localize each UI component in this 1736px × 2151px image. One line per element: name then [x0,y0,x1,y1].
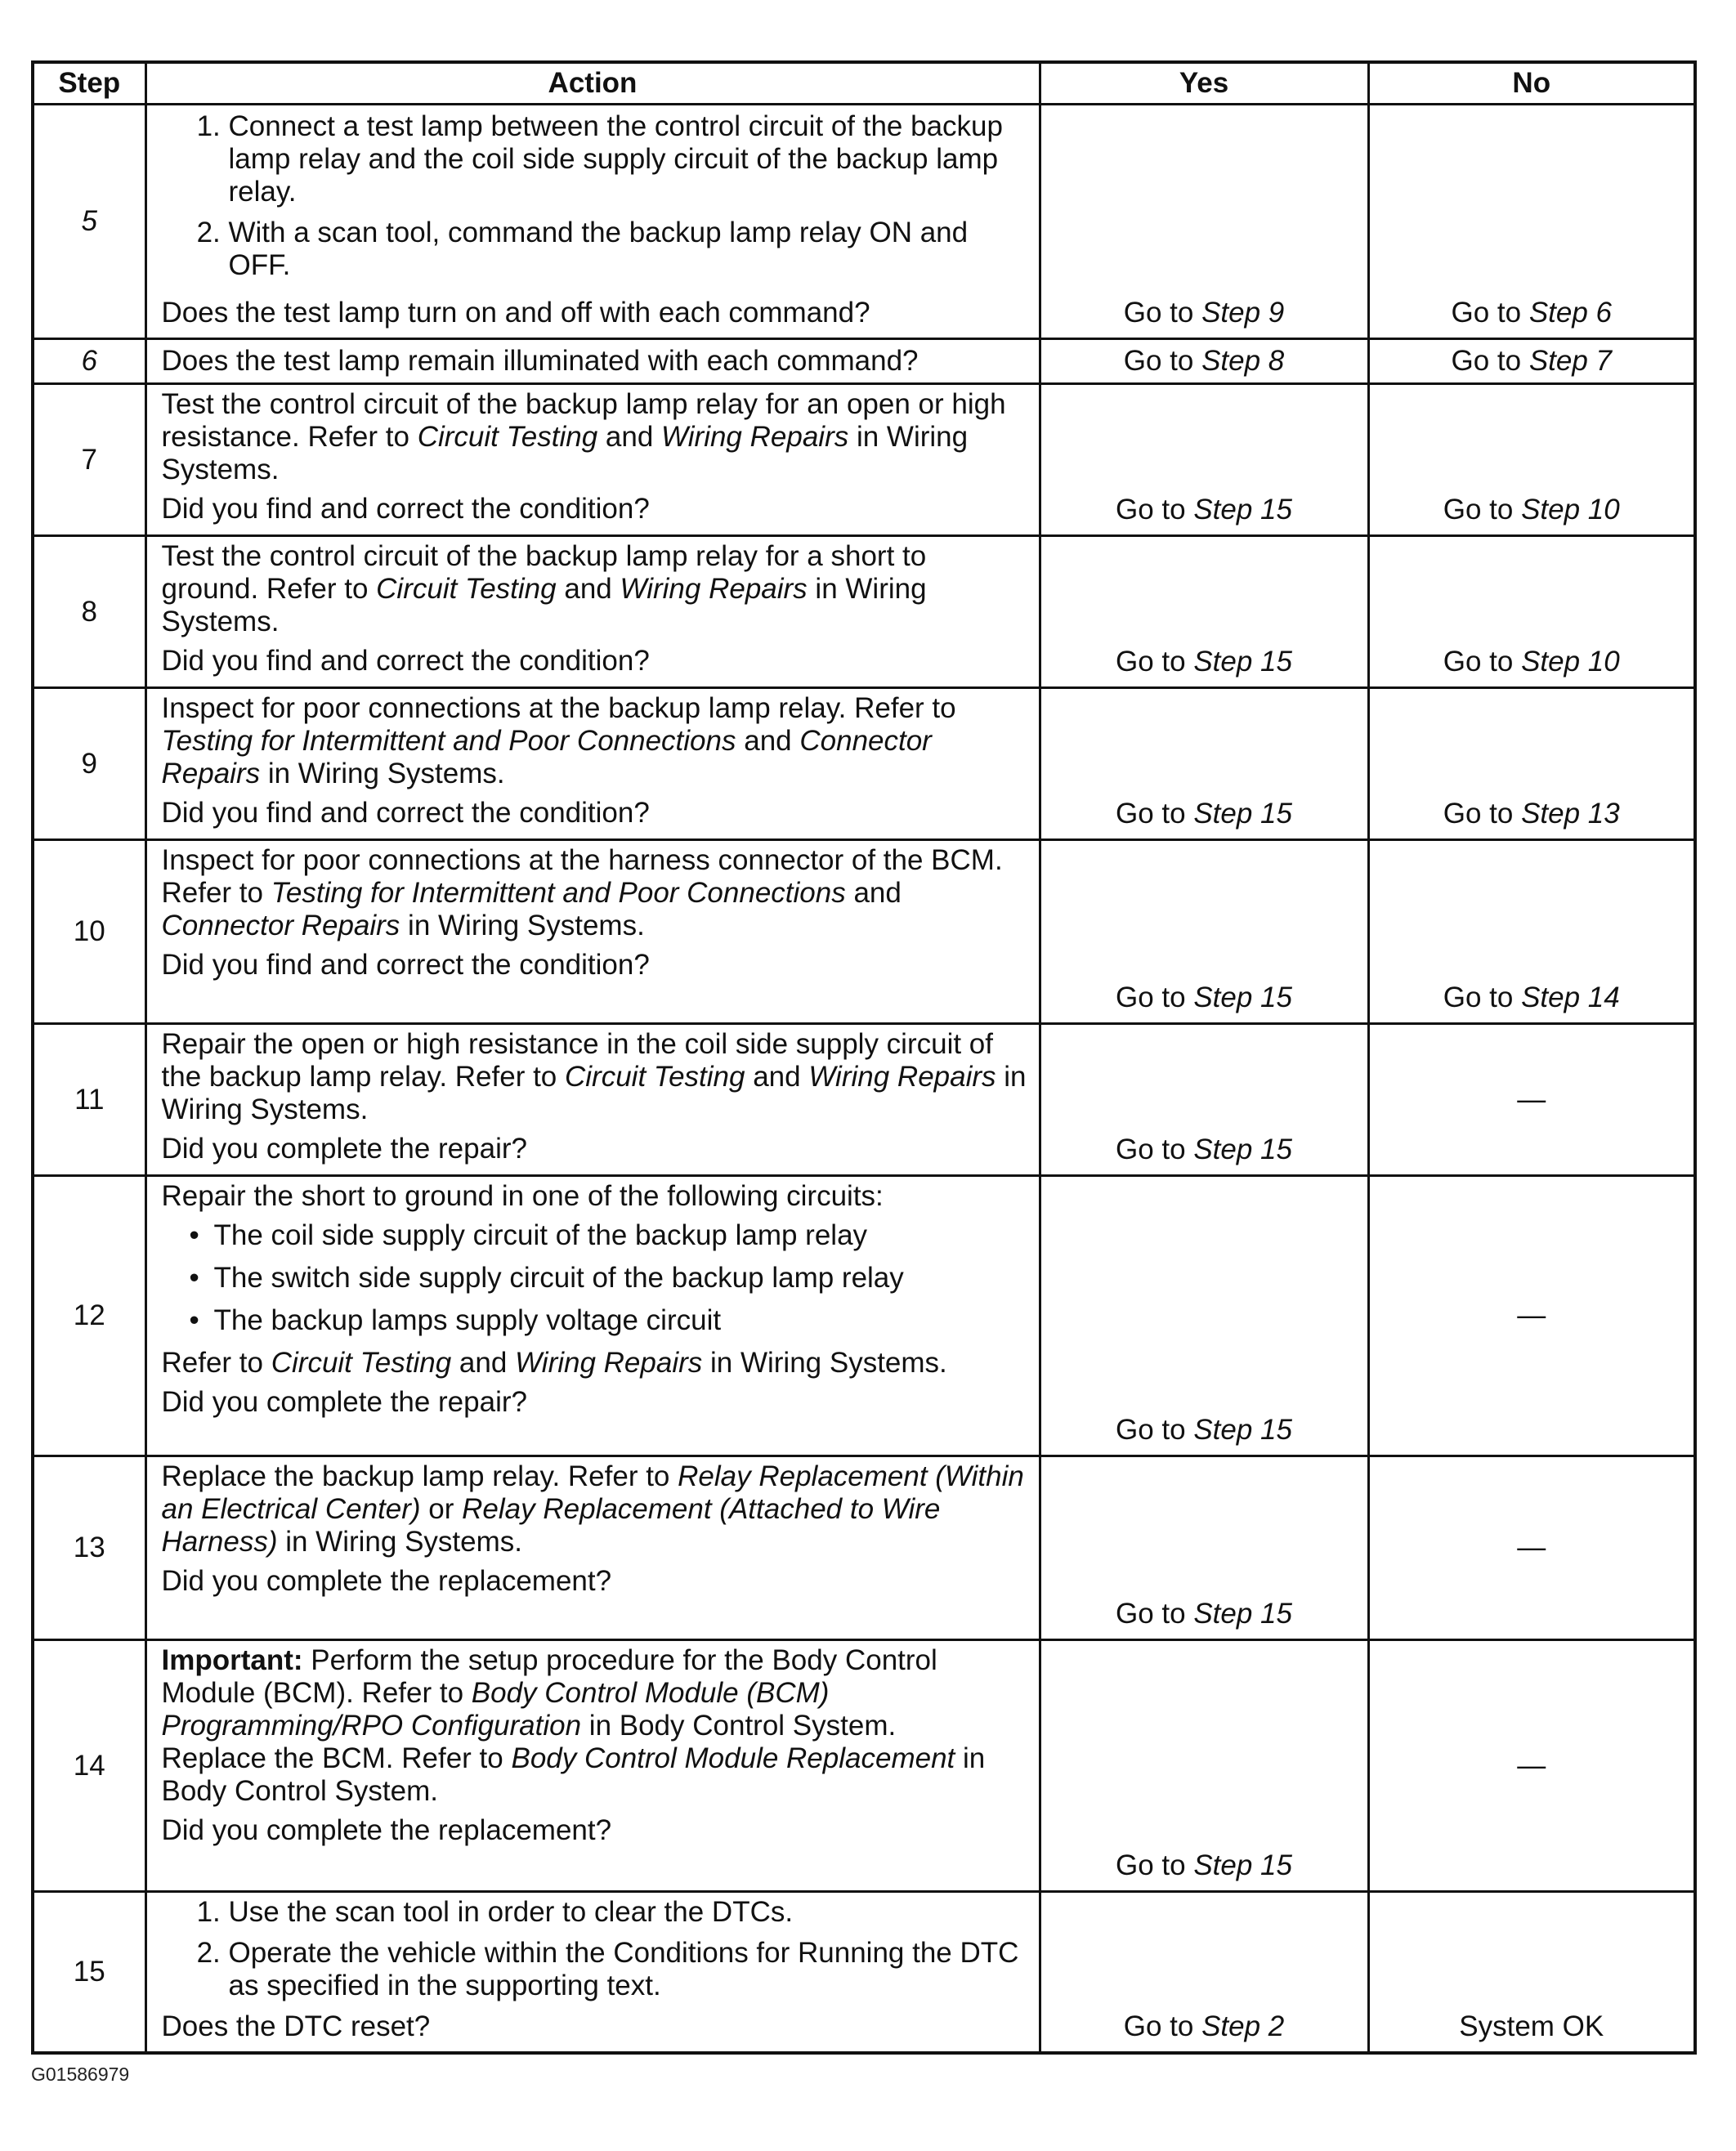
yes-result: Go to Step 9 [1040,105,1368,339]
table-row [33,384,1695,536]
action-text: Refer to Circuit Testing and Wiring Repairs in Wiring Systems. [161,1347,947,1379]
no-result: Go to Step 7 [1368,339,1695,384]
table-row [33,1456,1695,1640]
no-result: Go to Step 10 [1368,384,1695,536]
table-row [33,688,1695,840]
no-result: Go to Step 13 [1368,688,1695,840]
action-step: 2. Operate the vehicle within the Conditions for Running the DTC as specified in the supporting text. [229,1937,1027,2002]
no-result: Go to Step 14 [1368,840,1695,1024]
table-row [33,1176,1695,1456]
action-text: Test the control circuit of the backup lamp relay for a short to ground. Refer to Circuit Testing and Wiring Repairs in Wiring Systems. [161,540,927,637]
list-item: • The coil side supply circuit of the backup lamp relay [214,1219,1027,1252]
action-cell [145,536,1040,688]
action-text: Important: Perform the setup procedure for the Body Control Module (BCM). Refer to Body Control Module (BCM) Programming/RPO Configuration in Body Control System. [161,1644,937,1742]
yes-result: Go to Step 15 [1040,688,1368,840]
action-cell [145,688,1040,840]
action-question: Did you find and correct the condition? [161,645,650,677]
action-question: Did you find and correct the condition? [161,493,650,525]
step-number: 15 [33,1892,145,2054]
step-number: 10 [33,840,145,1024]
table-row [33,840,1695,1024]
step-number: 14 [33,1640,145,1892]
no-result: System OK [1368,1892,1695,2054]
header-step: Step [33,62,145,105]
table-row [33,1640,1695,1892]
action-intro: Repair the short to ground in one of the following circuits: [161,1180,884,1212]
action-text: Replace the backup lamp relay. Refer to Relay Replacement (Within an Electrical Center) or Relay Replacement (Attached to Wire Harness) in Wiring Systems. [161,1460,1024,1558]
yes-result: Go to Step 15 [1040,1640,1368,1892]
no-result: — [1368,1456,1695,1640]
no-result: — [1368,1640,1695,1892]
action-question: Did you complete the replacement? [161,1814,612,1846]
action-cell [145,384,1040,536]
yes-result: Go to Step 2 [1040,1892,1368,2054]
no-result: Go to Step 10 [1368,536,1695,688]
yes-result: Go to Step 15 [1040,1176,1368,1456]
circuit-list [162,1219,1027,1347]
step-number: 5 [33,105,145,339]
action-step: 2. With a scan tool, command the backup lamp relay ON and OFF. [229,217,1027,282]
action-text: Repair the open or high resistance in the coil side supply circuit of the backup lamp relay. Refer to Circuit Testing and Wiring Repairs in Wiring Systems. [161,1028,1027,1125]
yes-result: Go to Step 15 [1040,840,1368,1024]
action-text: Inspect for poor connections at the harness connector of the BCM. Refer to Testing for Intermittent and Poor Connections and Connector Repairs in Wiring Systems. [161,844,1003,941]
diagnostic-table [31,60,1697,2055]
table-row [33,339,1695,384]
header-action: Action [145,62,1040,105]
action-question: Did you find and correct the condition? [161,797,650,829]
yes-result: Go to Step 8 [1040,339,1368,384]
action-text: Test the control circuit of the backup lamp relay for an open or high resistance. Refer to Circuit Testing and Wiring Repairs in Wiring Systems. [161,388,1006,485]
list-item: • The switch side supply circuit of the backup lamp relay [214,1262,1027,1295]
action-text: Inspect for poor connections at the backup lamp relay. Refer to Testing for Intermittent and Poor Connections and Connector Repairs in Wiring Systems. [161,692,956,789]
yes-result: Go to Step 15 [1040,1456,1368,1640]
table-row [33,536,1695,688]
step-number: 11 [33,1024,145,1176]
yes-result: Go to Step 15 [1040,1024,1368,1176]
no-result: — [1368,1024,1695,1176]
action-cell [145,1640,1040,1892]
action-cell [145,105,1040,339]
action-text: Replace the BCM. Refer to Body Control Module Replacement in Body Control System. [161,1742,986,1807]
step-number: 8 [33,536,145,688]
action-step: 1. Connect a test lamp between the control circuit of the backup lamp relay and the coil side supply circuit of the backup lamp relay. [229,110,1027,208]
action-question: Did you complete the replacement? [161,1565,612,1597]
header-row [33,62,1695,105]
list-item: • The backup lamps supply voltage circuit [214,1304,1027,1337]
step-number: 12 [33,1176,145,1456]
action-cell [145,1456,1040,1640]
action-step: 1. Use the scan tool in order to clear the DTCs. [229,1896,1027,1929]
step-number: 6 [33,339,145,384]
step-number: 9 [33,688,145,840]
action-cell [145,840,1040,1024]
action-cell [145,1892,1040,2054]
action-cell [145,339,1040,384]
no-result: — [1368,1176,1695,1456]
action-question: Did you complete the repair? [161,1386,527,1418]
table-row [33,105,1695,339]
action-steps [162,1896,1027,2010]
no-result: Go to Step 6 [1368,105,1695,339]
action-cell [145,1024,1040,1176]
figure-id: G01586979 [31,2064,130,2085]
yes-result: Go to Step 15 [1040,384,1368,536]
header-yes: Yes [1040,62,1368,105]
table-row [33,1024,1695,1176]
action-question: Does the test lamp turn on and off with each command? [161,297,870,329]
header-no: No [1368,62,1695,105]
step-number: 13 [33,1456,145,1640]
yes-result: Go to Step 15 [1040,536,1368,688]
action-question: Did you find and correct the condition? [161,949,650,981]
action-cell [145,1176,1040,1456]
action-question: Does the test lamp remain illuminated with each command? [161,345,919,377]
action-question: Did you complete the repair? [161,1133,527,1165]
important-label: Important: [161,1644,303,1676]
table-row [33,1892,1695,2054]
step-number: 7 [33,384,145,536]
action-steps [162,110,1027,290]
action-question: Does the DTC reset? [161,2010,431,2042]
